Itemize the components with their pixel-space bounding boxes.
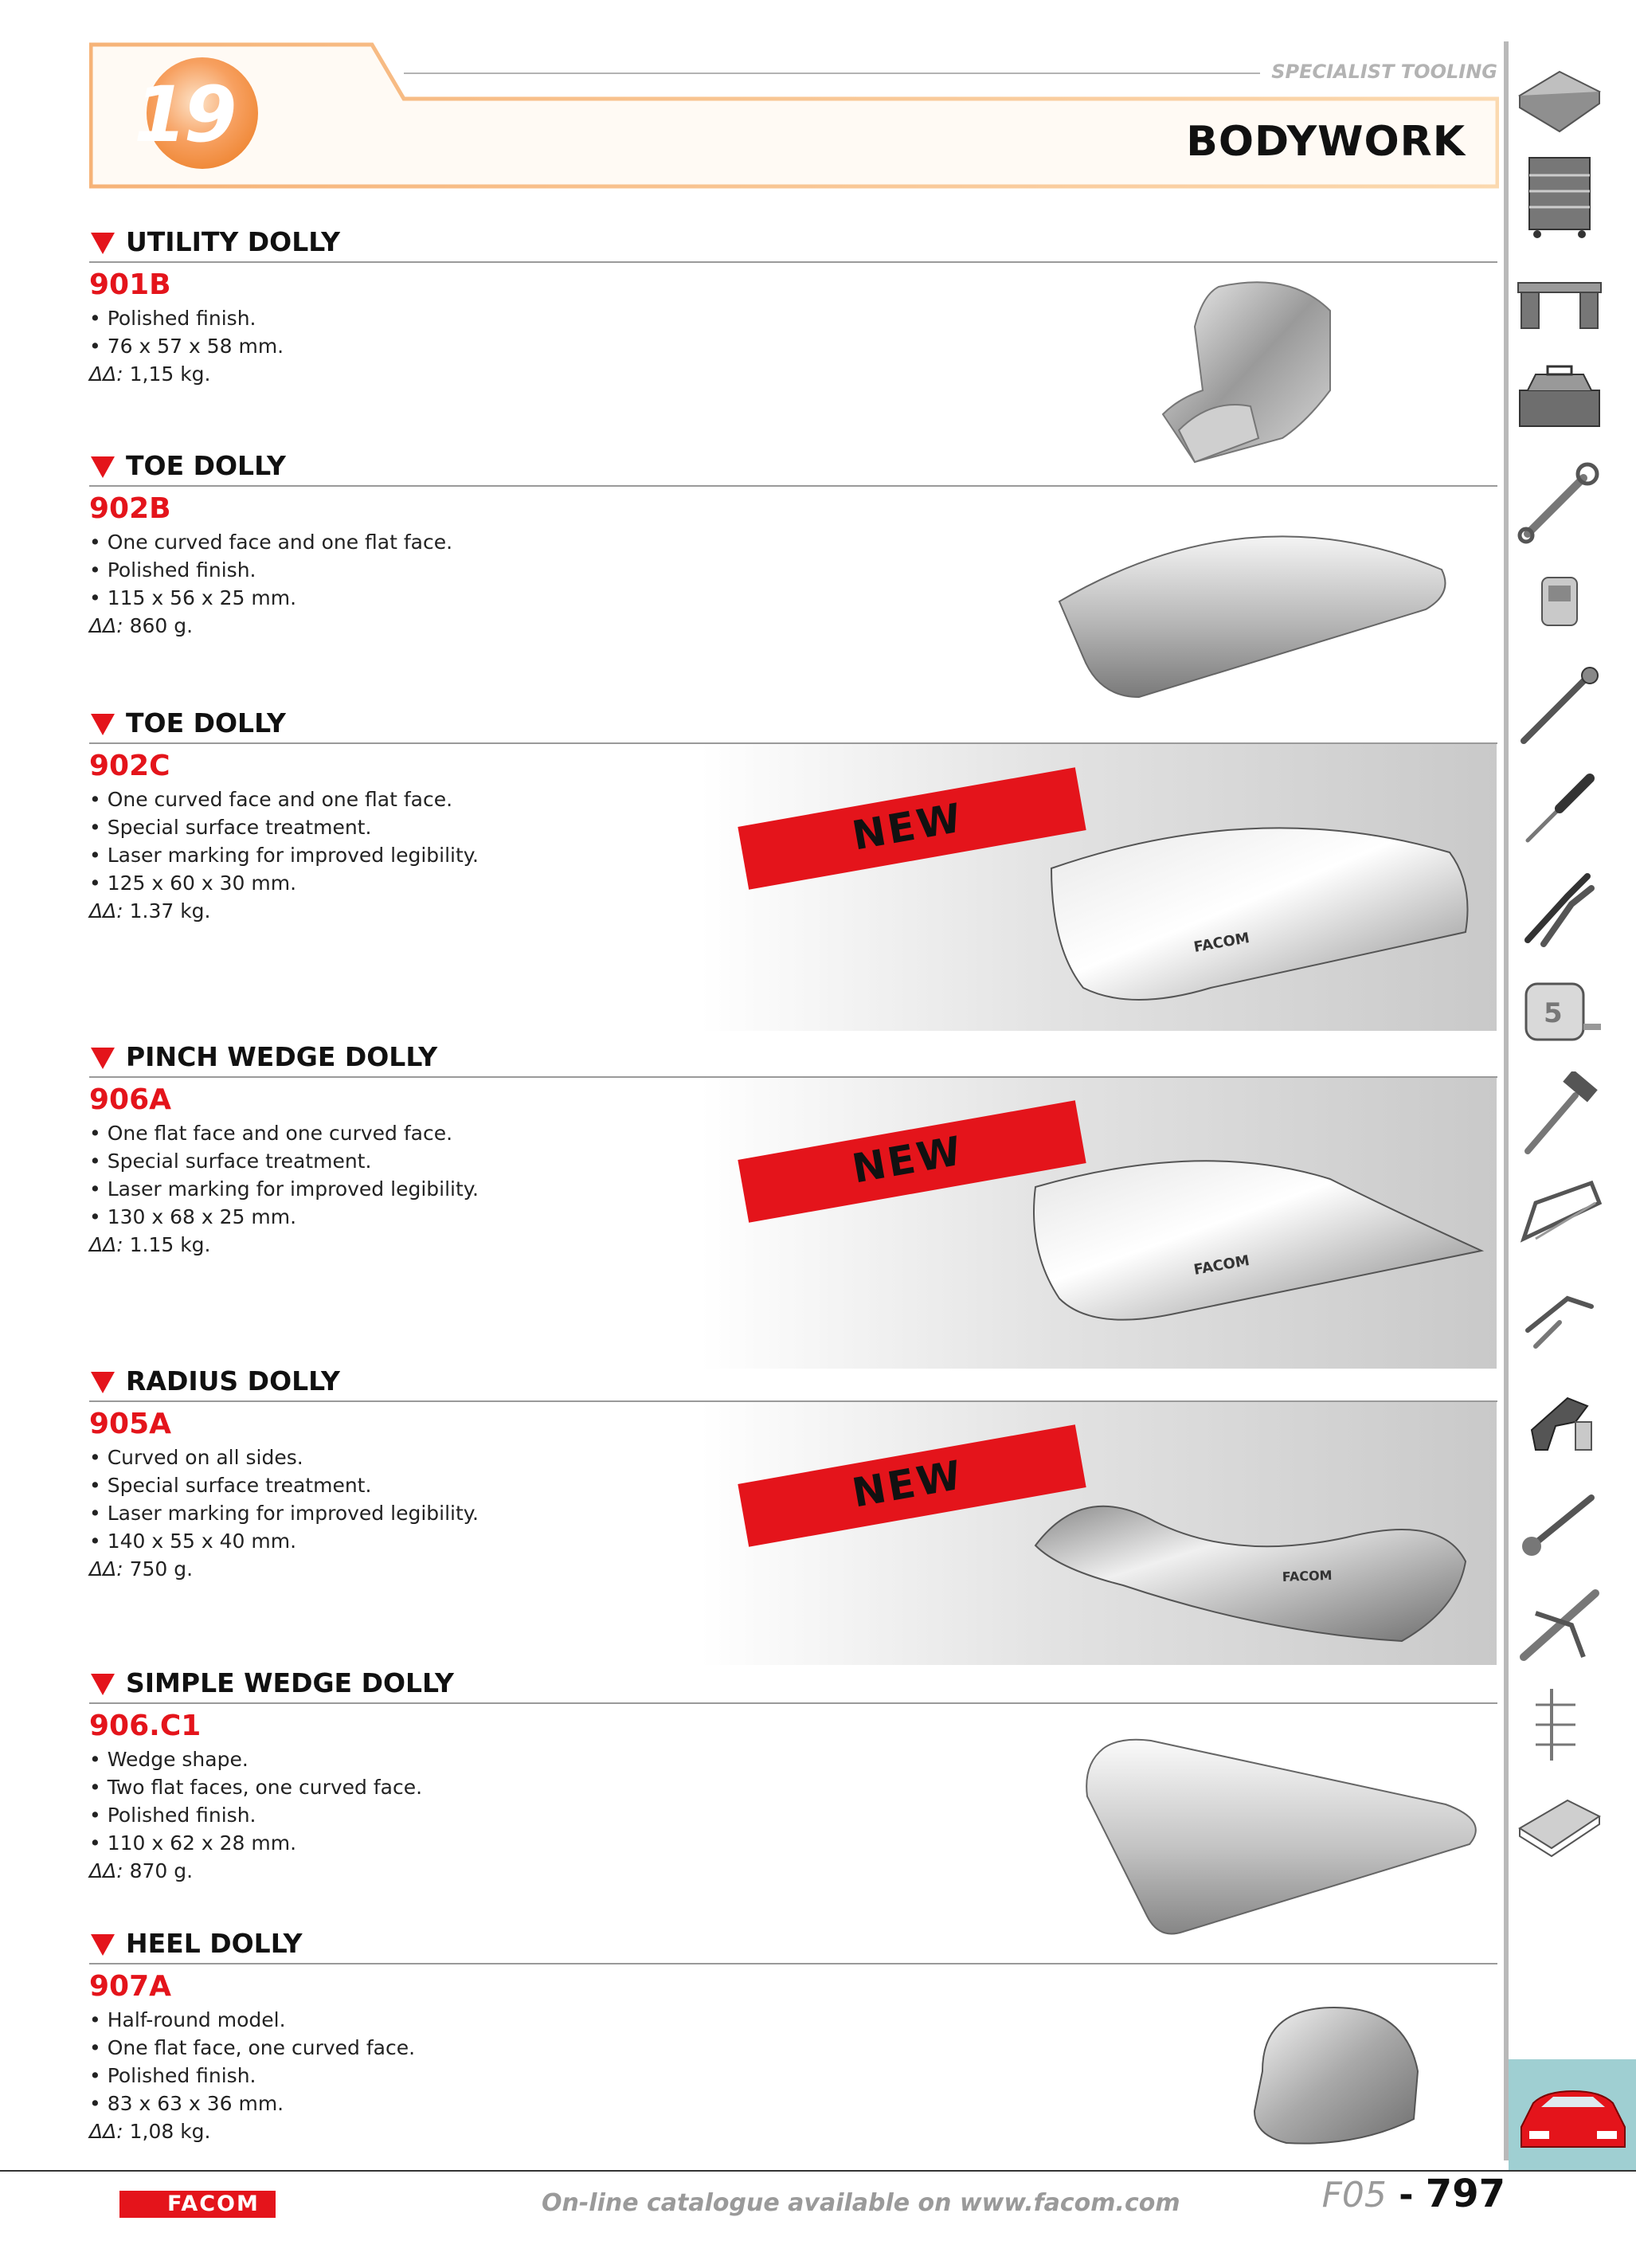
torque-wrench-icon[interactable]: [1512, 1478, 1607, 1565]
toolbox-icon[interactable]: [1512, 354, 1607, 442]
product-ref: 905A: [89, 1408, 172, 1440]
feature-item: • 140 x 55 x 40 mm.: [89, 1527, 1497, 1555]
weight-value: 860 g.: [129, 614, 194, 637]
feature-item: • 115 x 56 x 25 mm.: [89, 584, 1497, 612]
hammer-icon[interactable]: [1512, 1071, 1607, 1159]
category-label: SPECIALIST TOOLING: [1271, 61, 1497, 83]
heel-dolly-image: [1239, 2000, 1430, 2151]
new-badge: NEW: [738, 1424, 1086, 1546]
product-ref: 901B: [89, 268, 171, 301]
feature-item: • 83 x 63 x 36 mm.: [89, 2090, 1497, 2117]
section-title: HEEL DOLLY: [126, 1928, 303, 1959]
feature-item: • Polished finish.: [89, 1801, 1497, 1829]
feature-item: • Laser marking for improved legibility.: [89, 1499, 1497, 1527]
svg-text:5: 5: [1544, 997, 1563, 1029]
weight-icon: ΔΔ:: [89, 1557, 123, 1581]
red-triangle-icon: [91, 714, 115, 735]
feature-item: • Curved on all sides.: [89, 1443, 1497, 1471]
puller-icon[interactable]: [1512, 1275, 1607, 1362]
feature-item: • Special surface treatment.: [89, 813, 1497, 841]
feature-item: • Laser marking for improved legibility.: [89, 841, 1497, 869]
feature-item: • Half-round model.: [89, 2006, 1497, 2034]
red-triangle-icon: [91, 233, 115, 254]
footer-note: On-line catalogue available on www.facom.com: [542, 2189, 1180, 2217]
facom-logo: [119, 2191, 276, 2218]
weight-value: 1,08 kg.: [129, 2120, 211, 2143]
tool-set-icon[interactable]: [1512, 48, 1607, 135]
red-triangle-icon: [91, 1934, 115, 1956]
page-title: BODYWORK: [1186, 118, 1466, 166]
feature-item: • Two flat faces, one curved face.: [89, 1773, 1497, 1801]
workbench-icon[interactable]: [1512, 255, 1607, 343]
hacksaw-icon[interactable]: [1512, 1171, 1607, 1259]
weight-value: 1.15 kg.: [129, 1233, 211, 1256]
product-ref: 906.C1: [89, 1710, 202, 1742]
feature-item: • Polished finish.: [89, 304, 1497, 332]
car-icon[interactable]: [1513, 2071, 1633, 2159]
section-title: TOE DOLLY: [126, 450, 286, 481]
pliers-icon[interactable]: [1512, 864, 1607, 952]
product-ref: 907A: [89, 1970, 172, 2003]
toe-dolly-902b-image: [1051, 506, 1458, 705]
section-header: [89, 226, 1497, 263]
screwdriver-icon[interactable]: [1512, 765, 1607, 852]
feature-item: • 76 x 57 x 58 mm.: [89, 332, 1497, 360]
product-ref: 902C: [89, 750, 170, 782]
module-tray-icon[interactable]: [1512, 1780, 1607, 1868]
product-ref: 906A: [89, 1083, 172, 1116]
weight-icon: ΔΔ:: [89, 614, 123, 637]
section-header: [89, 1928, 1497, 1964]
section-header: [89, 450, 1497, 487]
feature-item: • One curved face and one flat face.: [89, 528, 1497, 556]
feature-item: • 125 x 60 x 30 mm.: [89, 869, 1497, 897]
feature-item: • Wedge shape.: [89, 1745, 1497, 1773]
tape-measure-icon[interactable]: [1512, 968, 1607, 1056]
section-title: RADIUS DOLLY: [126, 1365, 340, 1396]
aircraft-icon[interactable]: [1512, 1581, 1607, 1669]
toe-dolly-902c-image: [1035, 821, 1481, 1020]
section-header: [89, 1667, 1497, 1704]
page-number-value: 797: [1425, 2172, 1505, 2216]
section-header: [89, 1365, 1497, 1402]
page-number: [1306, 2172, 1505, 2216]
facom-logo-text: FACOM: [167, 2192, 260, 2216]
weight-icon: ΔΔ:: [89, 2120, 123, 2143]
pinch-wedge-dolly-image: [1012, 1147, 1489, 1330]
chapter-number: 19: [134, 70, 234, 159]
section-header: [89, 707, 1497, 744]
simple-wedge-dolly-image: [1071, 1733, 1493, 1940]
feature-item: • Special surface treatment.: [89, 1471, 1497, 1499]
product-ref: 902B: [89, 492, 171, 525]
radius-dolly-image: [1027, 1466, 1474, 1657]
catalog-code: F05: [1321, 2175, 1387, 2215]
sidebar-rule: [1504, 41, 1509, 2160]
section-title: TOE DOLLY: [126, 707, 286, 738]
feature-item: • Laser marking for improved legibility.: [89, 1175, 1497, 1203]
facom-laser-mark: FACOM: [1192, 1252, 1251, 1279]
feature-item: • Polished finish.: [89, 556, 1497, 584]
weight-value: 750 g.: [129, 1557, 194, 1581]
feature-item: • One curved face and one flat face.: [89, 785, 1497, 813]
facom-laser-mark: FACOM: [1192, 929, 1251, 956]
weight-value: 1,15 kg.: [129, 362, 211, 386]
weight-value: 1.37 kg.: [129, 899, 211, 922]
feature-item: • Polished finish.: [89, 2062, 1497, 2090]
section-title: UTILITY DOLLY: [126, 226, 341, 257]
new-badge: NEW: [738, 1100, 1086, 1222]
display-rack-icon[interactable]: [1512, 1681, 1607, 1769]
new-badge: NEW: [738, 767, 1086, 889]
impact-wrench-icon[interactable]: [1512, 1374, 1607, 1462]
page-separator: -: [1386, 2175, 1426, 2215]
facom-laser-mark: FACOM: [1282, 1567, 1333, 1584]
red-triangle-icon: [91, 1048, 115, 1069]
weight-value: 870 g.: [129, 1859, 194, 1882]
feature-item: • 130 x 68 x 25 mm.: [89, 1203, 1497, 1231]
tool-cabinet-icon[interactable]: [1512, 151, 1607, 239]
wrench-icon[interactable]: [1512, 458, 1607, 546]
ratchet-icon[interactable]: [1512, 661, 1607, 749]
feature-item: • One flat face, one curved face.: [89, 2034, 1497, 2062]
red-triangle-icon: [91, 1674, 115, 1695]
weight-icon: ΔΔ:: [89, 1859, 123, 1882]
section-title: PINCH WEDGE DOLLY: [126, 1041, 438, 1072]
feature-item: • 110 x 62 x 28 mm.: [89, 1829, 1497, 1857]
weight-icon: ΔΔ:: [89, 362, 123, 386]
section-title: SIMPLE WEDGE DOLLY: [126, 1667, 454, 1698]
feature-item: • Special surface treatment.: [89, 1147, 1497, 1175]
red-triangle-icon: [91, 456, 115, 478]
red-triangle-icon: [91, 1372, 115, 1393]
weight-icon: ΔΔ:: [89, 899, 123, 922]
socket-icon[interactable]: [1512, 558, 1607, 645]
section-header: [89, 1041, 1497, 1078]
utility-dolly-image: [1147, 279, 1386, 478]
weight-icon: ΔΔ:: [89, 1233, 123, 1256]
feature-item: • One flat face and one curved face.: [89, 1119, 1497, 1147]
